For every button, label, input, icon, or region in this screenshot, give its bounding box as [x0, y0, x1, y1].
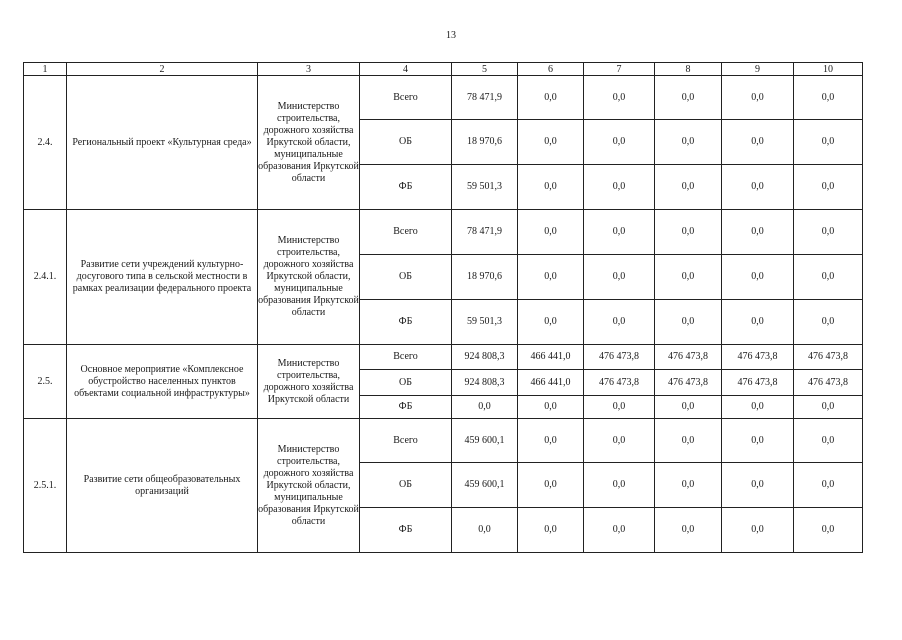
year-amount: 0,0: [655, 508, 722, 553]
year-amount: 476 473,8: [655, 345, 722, 370]
year-amount: 0,0: [722, 120, 794, 165]
total-amount: 18 970,6: [452, 255, 518, 300]
year-amount: 476 473,8: [584, 370, 655, 396]
funding-source: Всего: [360, 419, 452, 463]
year-amount: 0,0: [584, 419, 655, 463]
year-amount: 0,0: [518, 396, 584, 419]
funding-source: Всего: [360, 76, 452, 120]
item-code: 2.5.1.: [24, 419, 67, 553]
table-body: [24, 63, 863, 553]
responsible-executor: Министерство строительства, дорожного хозяйства Иркутской области, муниципальные образования Иркутской области: [258, 210, 360, 345]
year-amount: 476 473,8: [722, 370, 794, 396]
year-amount: 0,0: [794, 255, 863, 300]
year-amount: 0,0: [655, 165, 722, 210]
column-number-4: 4: [360, 63, 452, 76]
funding-source: ФБ: [360, 300, 452, 345]
year-amount: 0,0: [584, 120, 655, 165]
item-code: 2.4.: [24, 76, 67, 210]
total-amount: 924 808,3: [452, 370, 518, 396]
total-amount: 59 501,3: [452, 300, 518, 345]
year-amount: 0,0: [518, 210, 584, 255]
item-description: Развитие сети общеобразовательных организаций: [67, 419, 258, 553]
year-amount: 0,0: [722, 508, 794, 553]
year-amount: 0,0: [722, 396, 794, 419]
year-amount: 0,0: [794, 300, 863, 345]
year-amount: 0,0: [722, 76, 794, 120]
page-number: 13: [446, 30, 456, 41]
total-amount: 459 600,1: [452, 419, 518, 463]
year-amount: 0,0: [722, 300, 794, 345]
year-amount: 0,0: [655, 463, 722, 508]
year-amount: 0,0: [655, 396, 722, 419]
item-description: Развитие сети учреждений культурно-досугового типа в сельской местности в рамках реализации федерального проекта: [67, 210, 258, 345]
item-description: Основное мероприятие «Комплексное обустройство населенных пунктов объектами социальной инфраструктуры»: [67, 345, 258, 419]
total-amount: 459 600,1: [452, 463, 518, 508]
column-number-9: 9: [722, 63, 794, 76]
year-amount: 0,0: [794, 508, 863, 553]
year-amount: 0,0: [655, 300, 722, 345]
year-amount: 0,0: [722, 210, 794, 255]
year-amount: 0,0: [722, 463, 794, 508]
year-amount: 0,0: [655, 419, 722, 463]
responsible-executor: Министерство строительства, дорожного хозяйства Иркутской области, муниципальные образования Иркутской области: [258, 76, 360, 210]
year-amount: 476 473,8: [722, 345, 794, 370]
funding-source: Всего: [360, 345, 452, 370]
funding-source: Всего: [360, 210, 452, 255]
year-amount: 0,0: [794, 419, 863, 463]
column-number-2: 2: [67, 63, 258, 76]
total-amount: 0,0: [452, 508, 518, 553]
year-amount: 0,0: [655, 120, 722, 165]
budget-table: [23, 62, 863, 553]
funding-source: ФБ: [360, 508, 452, 553]
column-number-1: 1: [24, 63, 67, 76]
column-number-row: [24, 63, 863, 76]
year-amount: 0,0: [518, 120, 584, 165]
total-amount: 924 808,3: [452, 345, 518, 370]
column-number-8: 8: [655, 63, 722, 76]
year-amount: 476 473,8: [655, 370, 722, 396]
total-amount: 59 501,3: [452, 165, 518, 210]
year-amount: 0,0: [518, 255, 584, 300]
year-amount: 0,0: [794, 396, 863, 419]
total-amount: 78 471,9: [452, 76, 518, 120]
year-amount: 0,0: [794, 76, 863, 120]
year-amount: 0,0: [584, 210, 655, 255]
table-row: [24, 210, 863, 255]
column-number-3: 3: [258, 63, 360, 76]
year-amount: 0,0: [518, 165, 584, 210]
year-amount: 0,0: [584, 300, 655, 345]
year-amount: 0,0: [794, 463, 863, 508]
year-amount: 476 473,8: [794, 345, 863, 370]
item-code: 2.5.: [24, 345, 67, 419]
year-amount: 476 473,8: [794, 370, 863, 396]
year-amount: 0,0: [655, 255, 722, 300]
year-amount: 0,0: [518, 419, 584, 463]
year-amount: 0,0: [722, 419, 794, 463]
funding-source: ОБ: [360, 255, 452, 300]
funding-source: ОБ: [360, 370, 452, 396]
responsible-executor: Министерство строительства, дорожного хозяйства Иркутской области, муниципальные образования Иркутской области: [258, 419, 360, 553]
year-amount: 476 473,8: [584, 345, 655, 370]
table-row: [24, 76, 863, 120]
year-amount: 0,0: [722, 165, 794, 210]
column-number-5: 5: [452, 63, 518, 76]
year-amount: 0,0: [722, 255, 794, 300]
funding-source: ОБ: [360, 463, 452, 508]
funding-source: ОБ: [360, 120, 452, 165]
funding-source: ФБ: [360, 396, 452, 419]
year-amount: 0,0: [584, 508, 655, 553]
year-amount: 0,0: [794, 165, 863, 210]
year-amount: 0,0: [655, 210, 722, 255]
table-row: [24, 419, 863, 463]
total-amount: 0,0: [452, 396, 518, 419]
item-description: Региональный проект «Культурная среда»: [67, 76, 258, 210]
year-amount: 0,0: [518, 508, 584, 553]
year-amount: 466 441,0: [518, 345, 584, 370]
year-amount: 0,0: [584, 463, 655, 508]
year-amount: 0,0: [584, 165, 655, 210]
year-amount: 0,0: [518, 463, 584, 508]
year-amount: 0,0: [655, 76, 722, 120]
year-amount: 0,0: [794, 210, 863, 255]
table-row: [24, 345, 863, 370]
total-amount: 18 970,6: [452, 120, 518, 165]
responsible-executor: Министерство строительства, дорожного хозяйства Иркутской области: [258, 345, 360, 419]
column-number-10: 10: [794, 63, 863, 76]
year-amount: 0,0: [518, 300, 584, 345]
funding-source: ФБ: [360, 165, 452, 210]
column-number-6: 6: [518, 63, 584, 76]
column-number-7: 7: [584, 63, 655, 76]
year-amount: 466 441,0: [518, 370, 584, 396]
total-amount: 78 471,9: [452, 210, 518, 255]
year-amount: 0,0: [518, 76, 584, 120]
year-amount: 0,0: [584, 76, 655, 120]
year-amount: 0,0: [794, 120, 863, 165]
year-amount: 0,0: [584, 255, 655, 300]
item-code: 2.4.1.: [24, 210, 67, 345]
year-amount: 0,0: [584, 396, 655, 419]
